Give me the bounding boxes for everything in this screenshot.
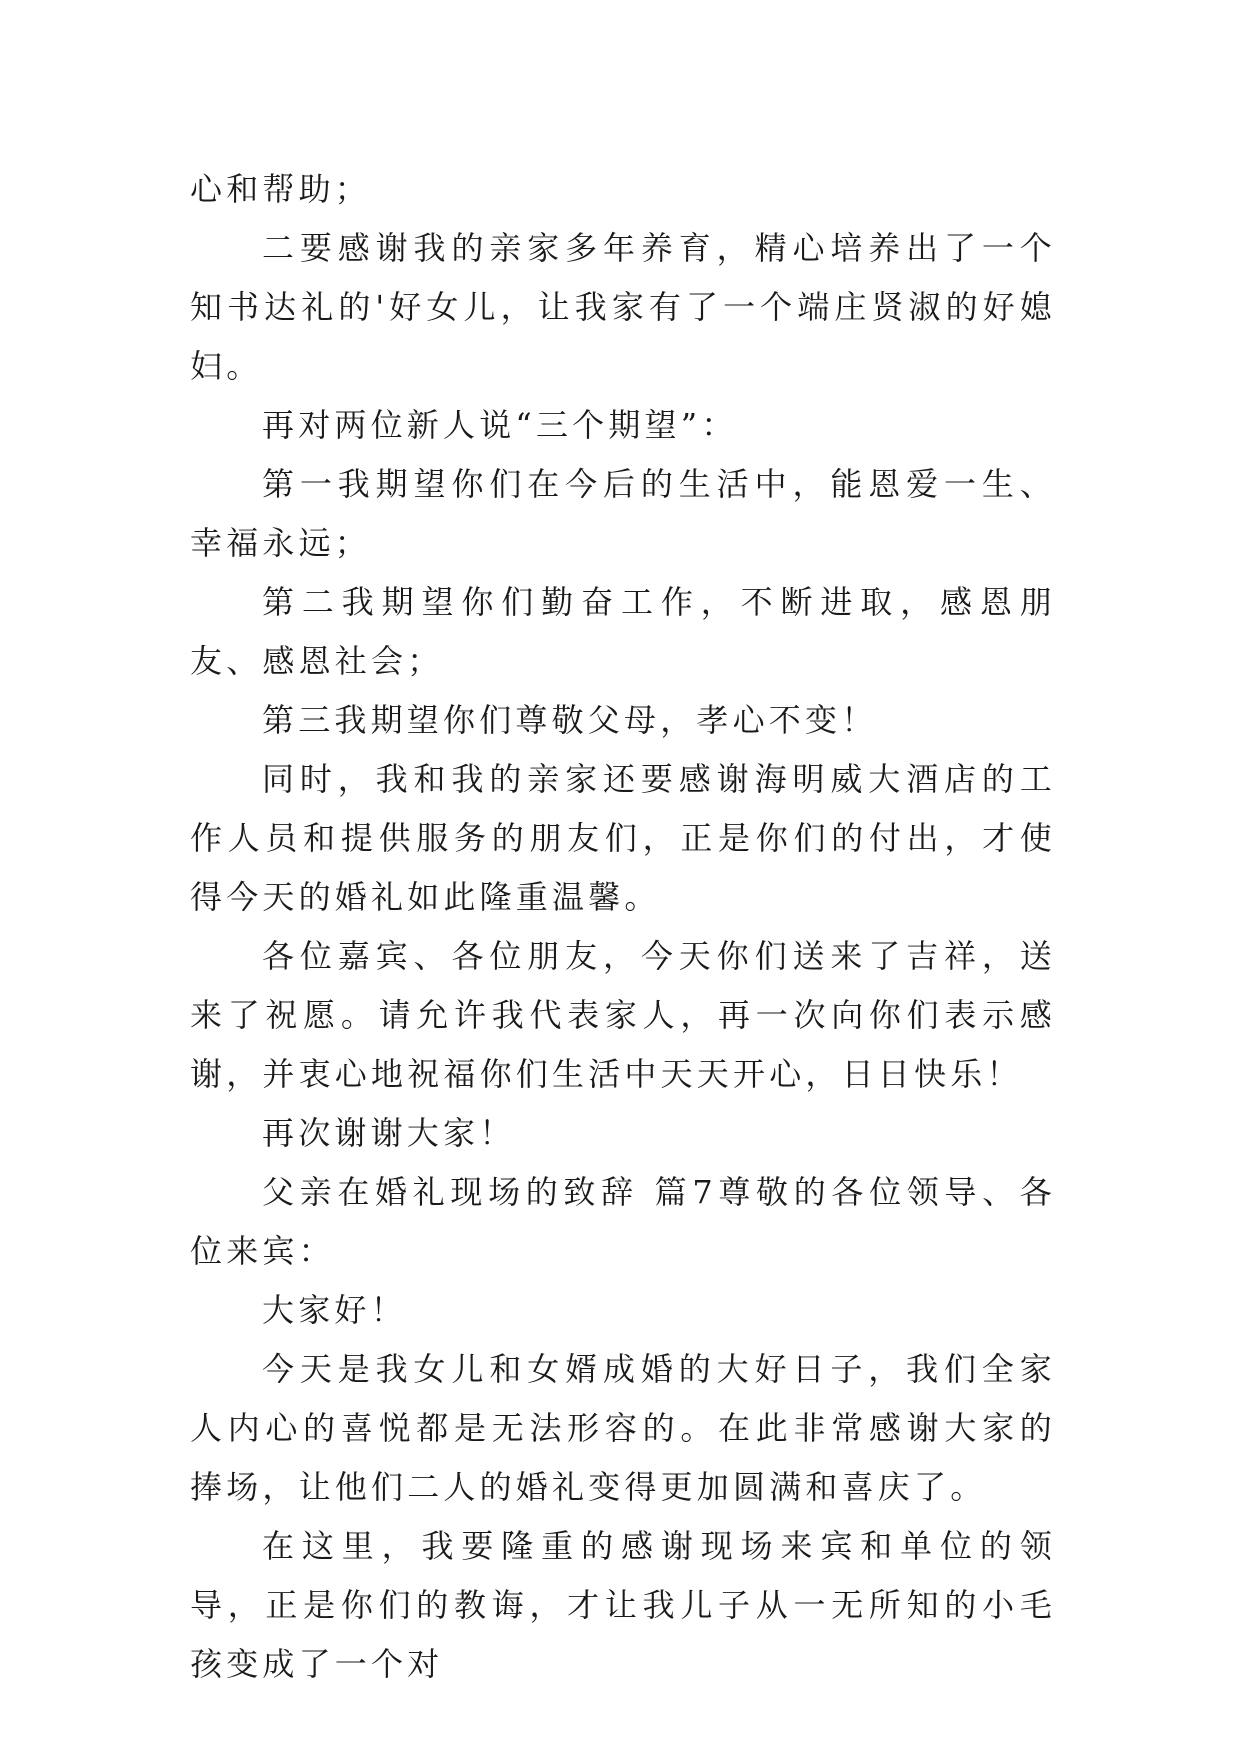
paragraph-7: 同时，我和我的亲家还要感谢海明威大酒店的工作人员和提供服务的朋友们，正是你们的付出，才使得今天的婚礼如此隆重温馨。 [190,760,1056,916]
document-page [190,160,1056,1694]
paragraph-12: 今天是我女儿和女婿成婚的大好日子，我们全家人内心的喜悦都是无法形容的。在此非常感谢大家的捧场，让他们二人的婚礼变得更加圆满和喜庆了。 [190,1350,1056,1506]
paragraph-3: 再对两位新人说“三个期望”： [262,406,738,444]
paragraph-8: 各位嘉宾、各位朋友，今天你们送来了吉祥，送来了祝愿。请允许我代表家人，再一次向你们表示感谢，并衷心地祝福你们生活中天天开心，日日快乐！ [190,937,1056,1093]
paragraph-9: 再次谢谢大家！ [262,1114,516,1152]
paragraph-13: 在这里，我要隆重的感谢现场来宾和单位的领导，正是你们的教诲，才让我儿子从一无所知的小毛孩变成了一个对 [190,1527,1056,1683]
paragraph-2: 二要感谢我的亲家多年养育，精心培养出了一个知书达礼的'好女儿，让我家有了一个端庄贤淑的好媳妇。 [190,229,1056,385]
paragraph-5: 第二我期望你们勤奋工作，不断进取，感恩朋友、感恩社会； [190,583,1056,680]
paragraph-10: 父亲在婚礼现场的致辞 篇7尊敬的各位领导、各位来宾： [190,1173,1056,1270]
paragraph-11: 大家好！ [262,1291,407,1329]
paragraph-6: 第三我期望你们尊敬父母，孝心不变！ [262,701,878,739]
paragraph-4: 第一我期望你们在今后的生活中，能恩爱一生、幸福永远； [190,465,1056,562]
paragraph-1: 心和帮助； [190,170,372,208]
